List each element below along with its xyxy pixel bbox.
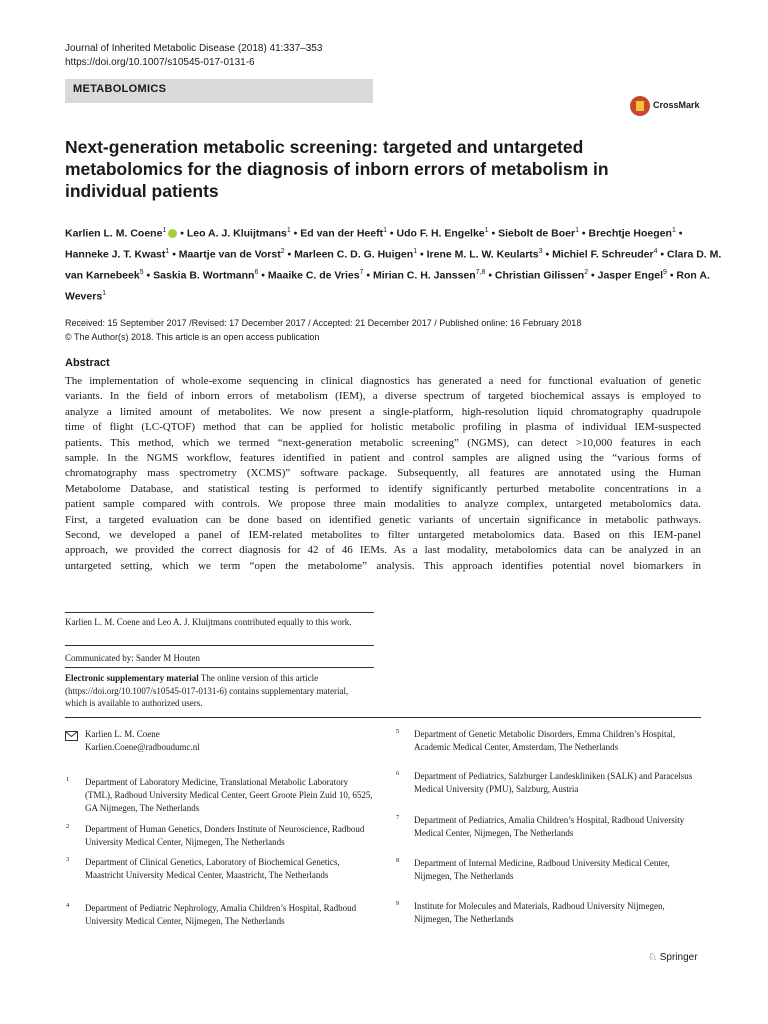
author-name[interactable]: Brechtje Hoegen (588, 227, 672, 240)
author-name[interactable]: Karlien L. M. Coene (65, 227, 163, 240)
abstract-line: variants. In the field of inborn errors of metabolism (IEM), a diverse spectrum of targeted biochemical assays is employed to (65, 390, 701, 403)
author-name[interactable]: Marleen C. D. G. Huigen (294, 248, 414, 261)
communicated-by-note: Communicated by: Sander M Houten (65, 653, 200, 663)
equal-contribution-note: Karlien L. M. Coene and Leo A. J. Kluijtmans contributed equally to this work. (65, 617, 352, 627)
journal-header (65, 42, 322, 70)
abstract-heading: Abstract (65, 357, 110, 369)
affiliation-number: 4 (66, 902, 70, 909)
affiliation-number: 5 (396, 728, 400, 735)
author-affiliation-ref: 7 (359, 269, 364, 276)
article-dates (65, 316, 581, 344)
affiliation-text: Department of Human Genetics, Donders Institute of Neuroscience, Radboud University Medical Center, Nijmegen, The Netherlands (85, 824, 365, 847)
abstract-body (65, 374, 701, 574)
affiliation-number: 9 (396, 900, 400, 907)
author-name[interactable]: Siebolt de Boer (498, 227, 576, 240)
author-affiliation-ref: 1 (162, 227, 167, 234)
author-name[interactable]: Saskia B. Wortmann (153, 269, 255, 282)
history-dates: Received: 15 September 2017 /Revised: 17 December 2017 / Accepted: 21 December 2017 / Published online: 16 February 2018 (65, 318, 582, 328)
author-affiliation-ref: 1 (413, 248, 418, 255)
esm-text[interactable]: The online version of this article (https://doi.org/10.1007/s10545-017-0131-6) contains supplementary material, which is available to authorized users. (65, 673, 349, 708)
author-name[interactable]: Ron A. Wevers (65, 269, 710, 303)
author-affiliation-ref: 9 (663, 269, 667, 276)
author-affiliation-ref: 1 (165, 248, 170, 255)
article-title: Next-generation metabolic screening: targeted and untargeted metabolomics for the diagnosis of inborn errors of metabolism in individual patients (65, 137, 609, 201)
affiliation-number: 8 (396, 857, 400, 864)
author-name[interactable]: Irene M. L. W. Keularts (426, 248, 539, 261)
author-name[interactable]: Clara D. M. van Karnebeek (65, 248, 722, 282)
author-affiliation-ref: 1 (575, 227, 579, 234)
abstract-line: First, a targeted evaluation can be done based on identified genetic variants of uncertain significance in metabolic pathways. (65, 513, 701, 526)
affiliation-text: Department of Genetic Metabolic Disorders, Emma Children’s Hospital, Academic Medical Center, Amsterdam, The Netherlands (414, 729, 676, 752)
footnote-divider (65, 667, 374, 668)
author-name[interactable]: Christian Gilissen (494, 269, 585, 282)
author-affiliation-ref: 1 (383, 227, 388, 234)
abstract-line: The implementation of whole-exome sequencing in clinical diagnostics has generated a need for functional evaluation of genetic (65, 375, 701, 387)
author-affiliation-ref: 1 (286, 227, 291, 234)
abstract-line: patients. This method, which we termed “next-generation metabolic screening” (NGMS), can detect >10,000 features in each (65, 436, 701, 449)
author-name[interactable]: Udo F. H. Engelke (396, 227, 485, 240)
affiliation-number: 1 (66, 776, 70, 783)
author-affiliation-ref: 1 (484, 227, 489, 234)
springer-horse-icon: ♘ (648, 952, 657, 963)
journal-citation: Journal of Inherited Metabolic Disease (2018) 41:337–353 (65, 43, 323, 54)
doi-link[interactable]: https://doi.org/10.1007/s10545-017-0131-6 (65, 57, 255, 68)
abstract-line: time of flight (LC-QTOF) method that can be applied for holistic metabolic profiling in plasma of individual IEM-suspected (65, 421, 701, 434)
affiliation-number: 3 (66, 856, 70, 863)
abstract-line: patient sample compared with controls. We propose three main modalities to analyze complex, untargeted metabolomics data. (65, 498, 701, 511)
affiliation-number: 6 (396, 770, 400, 777)
author-affiliation-ref: 6 (254, 269, 259, 276)
affiliation-text: Department of Clinical Genetics, Laboratory of Biochemical Genetics, Maastricht University Medical Center, Maastricht, The Netherlands (85, 857, 340, 880)
author-name[interactable]: Maartje van de Vorst (178, 248, 281, 261)
author-name[interactable]: Michiel F. Schreuder (552, 248, 654, 261)
author-name[interactable]: Ed van der Heeft (300, 227, 384, 240)
author-affiliation-ref: 4 (653, 248, 658, 255)
author-list: Karlien L. M. Coene$^1$ • Leo A. J. Kluijtmans$^1$ • Ed van der Heeft$^1$ • Udo F. H. Engelke$^1$ • Siebolt de Boer$^1$ • Brechtje Hoegen$^1$ • Hanneke J. T. Kwast$^1$ • Maartje van de Vorst$^2$ • Marleen C. D. G. Huigen$^1$ • Irene M. L. W. Keularts$^3$ • Michiel F. Schreuder$^4$ • Clara D. M. van Karnebeek$^5$ • Saskia B. Wortmann$^6$ • Maaike C. de Vries$^7$ • Mirian C. H. Janssen$^{7,8}$ • Christian Gilissen$^2$ • Jasper Engel$^9$ • Ron A. Wevers$^1$ (65, 227, 722, 303)
affiliation-text: Institute for Molecules and Materials, Radboud University Nijmegen, Nijmegen, The Netherlands (414, 901, 665, 924)
affiliation-text: Department of Pediatric Nephrology, Amalia Children’s Hospital, Radboud University Medical Center, Nijmegen, The Netherlands (85, 903, 357, 926)
crossmark-badge[interactable] (630, 96, 708, 118)
author-name[interactable]: Hanneke J. T. Kwast (65, 248, 166, 261)
author-name[interactable]: Mirian C. H. Janssen (372, 269, 476, 282)
copyright-line: © The Author(s) 2018. This article is an open access publication (65, 332, 320, 342)
correspondence-name: Karlien L. M. Coene (85, 729, 160, 739)
author-affiliation-ref: 5 (139, 269, 144, 276)
affiliation-number: 2 (66, 823, 70, 830)
correspondence (85, 728, 365, 754)
publisher-name: Springer (659, 952, 698, 963)
author-affiliation-ref: 3 (538, 248, 543, 255)
affiliation-text: Department of Internal Medicine, Radboud University Medical Center, Nijmegen, The Netherlands (414, 858, 670, 881)
orcid-icon[interactable] (168, 229, 177, 238)
abstract-line: chromatography mass spectrometry (XCMS)” software package. Subsequently, all features are annotated using the Human (65, 467, 701, 480)
crossmark-label: CrossMark (653, 100, 700, 110)
publisher-mark (648, 952, 698, 963)
author-affiliation-ref: 2 (584, 269, 589, 276)
affiliation-text: Department of Laboratory Medicine, Translational Metabolic Laboratory (TML), Radboud University Medical Center, Geert Groote Plein Zuid 10, 6525, GA Nijmegen, The Netherlands (85, 777, 373, 813)
envelope-icon (65, 728, 79, 738)
affiliation-text: Department of Pediatrics, Amalia Children’s Hospital, Radboud University Medical Center, Nijmegen, The Netherlands (414, 815, 685, 838)
abstract-line: approach, we provided the correct diagnosis for 42 of 46 IEMs. As a last modality, metabolomics data can be analyzed in an (65, 544, 701, 557)
abstract-line: Second, we developed a panel of IEM-related metabolites to filter untargeted metabolomics data. Based on this IEM-panel (65, 529, 701, 542)
section-label: METABOLOMICS (73, 83, 167, 95)
esm-note (65, 672, 371, 710)
footnote-divider (65, 645, 374, 646)
author-affiliation-ref: 1 (671, 227, 676, 234)
abstract-line: analyze a limited amount of metabolites. We now present a single-platform, high-resolution liquid chromatography quadrupole (65, 405, 701, 418)
author-affiliation-ref: 1 (102, 290, 107, 297)
author-name[interactable]: Maaike C. de Vries (267, 269, 360, 282)
abstract-line: untargeted setting, which we term “open the metabolome” analysis. This approach identifies potential novel biomarkers in (65, 559, 701, 572)
affiliation-text: Department of Pediatrics, Salzburger Landeskliniken (SALK) and Paracelsus Medical University (PMU), Salzburg, Austria (414, 771, 693, 794)
crossmark-icon (630, 96, 650, 116)
esm-label: Electronic supplementary material (65, 673, 199, 683)
affiliation-rule (65, 717, 701, 718)
correspondence-email[interactable]: Karlien.Coene@radboudumc.nl (85, 742, 200, 752)
abstract-line: Metabolome Database, and statistical testing is performed to identify significantly perturbed metabolite concentrations in a (65, 482, 701, 495)
author-affiliation-ref: 2 (280, 248, 285, 255)
author-name[interactable]: Leo A. J. Kluijtmans (186, 227, 287, 240)
author-affiliation-ref: 7,8 (475, 269, 486, 276)
footnote-rule (65, 612, 374, 613)
section-bar (65, 79, 373, 103)
abstract-line: sample. In the NGMS workflow, features identified in patient and control samples are aligned using the “various forms of (65, 452, 701, 465)
affiliation-number: 7 (396, 814, 400, 821)
author-name[interactable]: Jasper Engel (597, 269, 663, 282)
